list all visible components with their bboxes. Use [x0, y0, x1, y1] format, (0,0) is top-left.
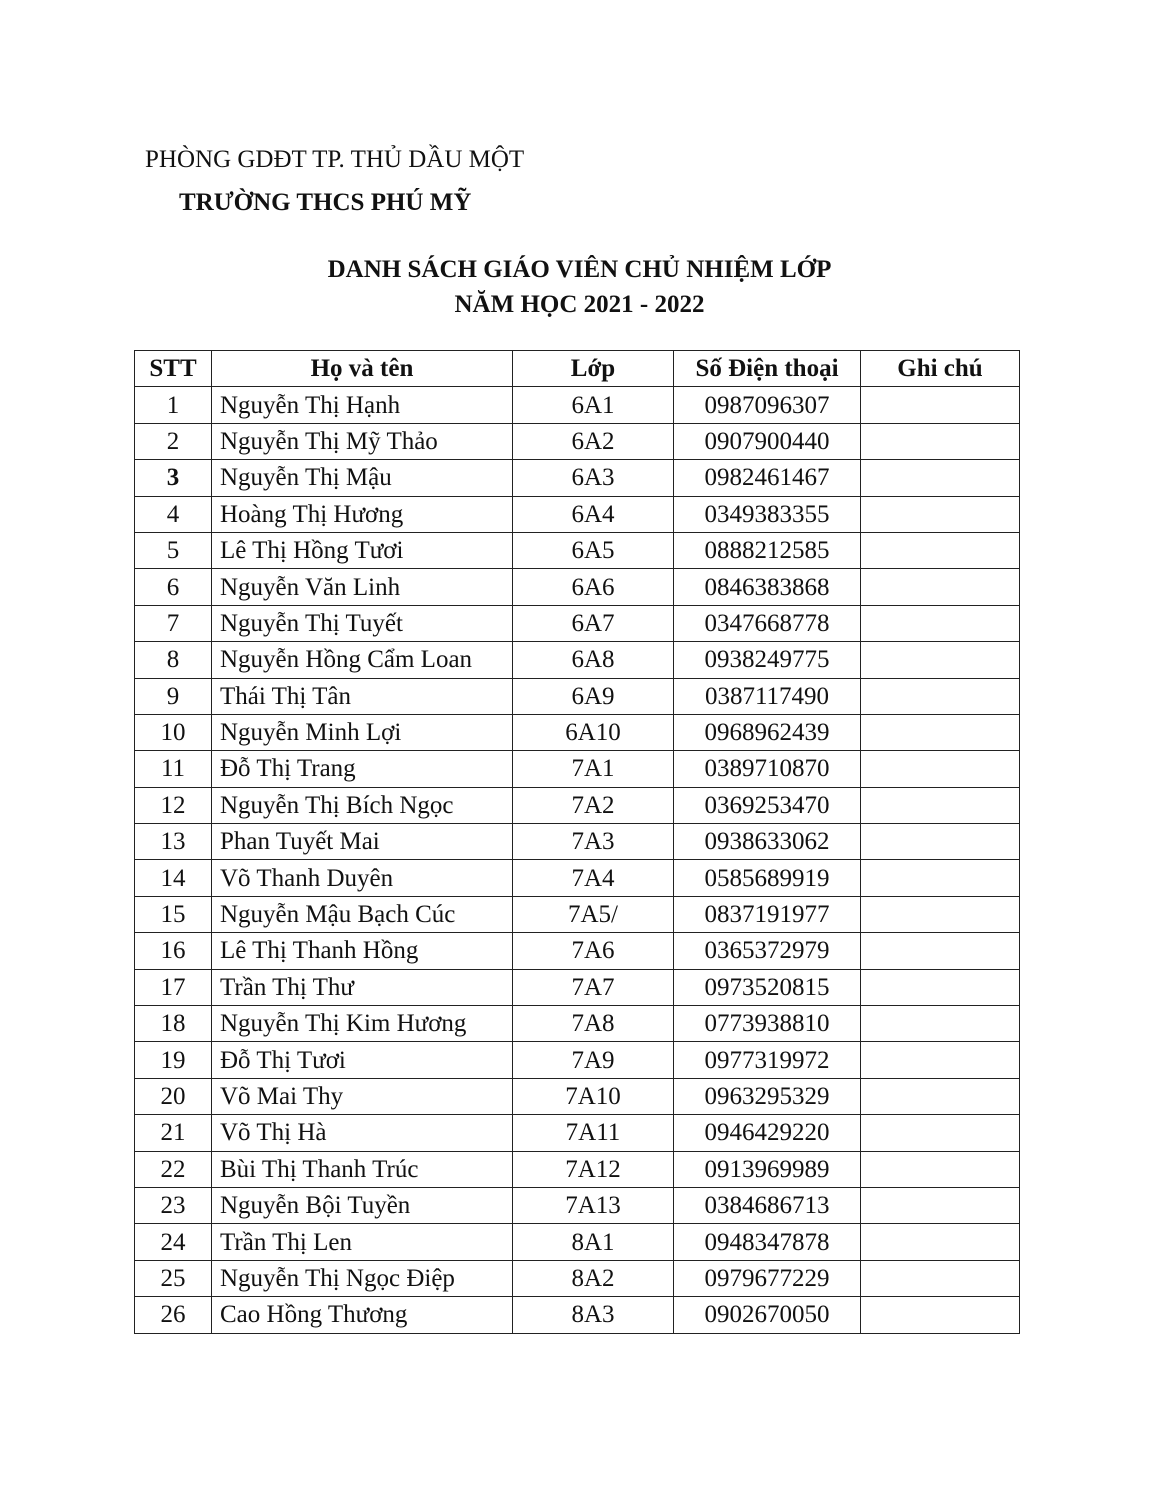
column-header-stt: STT — [135, 351, 212, 387]
table-row — [135, 1078, 1020, 1114]
row-name: Nguyễn Thị Mỹ Thảo — [212, 423, 513, 459]
row-class: 7A6 — [513, 933, 674, 969]
row-phone: 0968962439 — [674, 714, 861, 750]
table-row — [135, 1224, 1020, 1260]
row-note — [861, 642, 1020, 678]
row-name: Trần Thị Thư — [212, 969, 513, 1005]
row-stt: 8 — [135, 642, 212, 678]
row-phone: 0347668778 — [674, 605, 861, 641]
row-name: Võ Thanh Duyên — [212, 860, 513, 896]
row-name: Nguyễn Mậu Bạch Cúc — [212, 896, 513, 932]
row-phone: 0387117490 — [674, 678, 861, 714]
table-row — [135, 496, 1020, 532]
row-class: 6A4 — [513, 496, 674, 532]
row-phone: 0846383868 — [674, 569, 861, 605]
row-phone: 0585689919 — [674, 860, 861, 896]
row-class: 7A5/ — [513, 896, 674, 932]
row-stt: 24 — [135, 1224, 212, 1260]
row-note — [861, 1078, 1020, 1114]
row-stt: 15 — [135, 896, 212, 932]
row-stt: 2 — [135, 423, 212, 459]
row-phone: 0384686713 — [674, 1187, 861, 1223]
row-stt: 12 — [135, 787, 212, 823]
table-row — [135, 1115, 1020, 1151]
row-stt: 14 — [135, 860, 212, 896]
row-stt: 7 — [135, 605, 212, 641]
row-name: Lê Thị Thanh Hồng — [212, 933, 513, 969]
row-phone: 0389710870 — [674, 751, 861, 787]
row-name: Thái Thị Tân — [212, 678, 513, 714]
row-name: Đỗ Thị Trang — [212, 751, 513, 787]
row-name: Trần Thị Len — [212, 1224, 513, 1260]
row-stt: 3 — [135, 460, 212, 496]
row-phone: 0973520815 — [674, 969, 861, 1005]
row-note — [861, 678, 1020, 714]
column-header-name: Họ và tên — [212, 351, 513, 387]
row-name: Nguyễn Hồng Cẩm Loan — [212, 642, 513, 678]
row-phone: 0907900440 — [674, 423, 861, 459]
row-class: 8A1 — [513, 1224, 674, 1260]
row-name: Nguyễn Bội Tuyền — [212, 1187, 513, 1223]
row-note — [861, 751, 1020, 787]
table-row — [135, 1260, 1020, 1296]
row-phone: 0938633062 — [674, 824, 861, 860]
row-class: 7A13 — [513, 1187, 674, 1223]
row-name: Nguyễn Minh Lợi — [212, 714, 513, 750]
row-note — [861, 969, 1020, 1005]
row-class: 7A10 — [513, 1078, 674, 1114]
row-stt: 16 — [135, 933, 212, 969]
row-class: 6A7 — [513, 605, 674, 641]
row-stt: 13 — [135, 824, 212, 860]
row-stt: 19 — [135, 1042, 212, 1078]
row-stt: 23 — [135, 1187, 212, 1223]
row-phone: 0938249775 — [674, 642, 861, 678]
row-note — [861, 532, 1020, 568]
table-row — [135, 751, 1020, 787]
table-row — [135, 969, 1020, 1005]
table-row — [135, 1006, 1020, 1042]
row-phone: 0946429220 — [674, 1115, 861, 1151]
row-name: Đỗ Thị Tươi — [212, 1042, 513, 1078]
row-phone: 0902670050 — [674, 1297, 861, 1333]
department-name: PHÒNG GDĐT TP. THỦ DẦU MỘT — [145, 146, 525, 173]
row-stt: 11 — [135, 751, 212, 787]
row-stt: 6 — [135, 569, 212, 605]
table-row — [135, 714, 1020, 750]
row-stt: 9 — [135, 678, 212, 714]
row-name: Võ Thị Hà — [212, 1115, 513, 1151]
row-phone: 0979677229 — [674, 1260, 861, 1296]
row-class: 6A6 — [513, 569, 674, 605]
column-header-note: Ghi chú — [861, 351, 1020, 387]
row-class: 6A3 — [513, 460, 674, 496]
row-phone: 0837191977 — [674, 896, 861, 932]
table-row — [135, 860, 1020, 896]
row-phone: 0913969989 — [674, 1151, 861, 1187]
table-row — [135, 678, 1020, 714]
row-stt: 22 — [135, 1151, 212, 1187]
row-phone: 0888212585 — [674, 532, 861, 568]
table-row — [135, 387, 1020, 423]
school-year: NĂM HỌC 2021 - 2022 — [454, 291, 705, 318]
row-stt: 17 — [135, 969, 212, 1005]
row-class: 7A12 — [513, 1151, 674, 1187]
table-row — [135, 787, 1020, 823]
row-name: Nguyễn Thị Tuyết — [212, 605, 513, 641]
row-class: 6A5 — [513, 532, 674, 568]
table-row — [135, 605, 1020, 641]
row-name: Nguyễn Thị Mậu — [212, 460, 513, 496]
table-row — [135, 423, 1020, 459]
row-stt: 5 — [135, 532, 212, 568]
row-class: 7A3 — [513, 824, 674, 860]
row-note — [861, 605, 1020, 641]
table-row — [135, 933, 1020, 969]
row-phone: 0365372979 — [674, 933, 861, 969]
row-stt: 1 — [135, 387, 212, 423]
row-name: Lê Thị Hồng Tươi — [212, 532, 513, 568]
row-class: 6A10 — [513, 714, 674, 750]
row-note — [861, 460, 1020, 496]
row-note — [861, 1297, 1020, 1333]
row-class: 7A7 — [513, 969, 674, 1005]
row-note — [861, 787, 1020, 823]
row-stt: 20 — [135, 1078, 212, 1114]
table-row — [135, 642, 1020, 678]
table-row — [135, 532, 1020, 568]
row-class: 8A3 — [513, 1297, 674, 1333]
table-row — [135, 1297, 1020, 1333]
table-row — [135, 824, 1020, 860]
table-header-row — [135, 351, 1020, 387]
column-header-phone: Số Điện thoại — [674, 351, 861, 387]
row-class: 7A8 — [513, 1006, 674, 1042]
row-note — [861, 1006, 1020, 1042]
row-name: Bùi Thị Thanh Trúc — [212, 1151, 513, 1187]
row-stt: 18 — [135, 1006, 212, 1042]
row-phone: 0977319972 — [674, 1042, 861, 1078]
row-stt: 26 — [135, 1297, 212, 1333]
document-title: DANH SÁCH GIÁO VIÊN CHỦ NHIỆM LỚP — [327, 256, 832, 283]
row-phone: 0948347878 — [674, 1224, 861, 1260]
row-name: Nguyễn Thị Ngọc Điệp — [212, 1260, 513, 1296]
row-class: 6A2 — [513, 423, 674, 459]
row-name: Cao Hồng Thương — [212, 1297, 513, 1333]
row-note — [861, 496, 1020, 532]
row-phone: 0982461467 — [674, 460, 861, 496]
row-class: 7A4 — [513, 860, 674, 896]
row-class: 6A9 — [513, 678, 674, 714]
table-row — [135, 569, 1020, 605]
row-class: 7A2 — [513, 787, 674, 823]
column-header-class: Lớp — [513, 351, 674, 387]
row-name: Nguyễn Thị Bích Ngọc — [212, 787, 513, 823]
row-class: 7A11 — [513, 1115, 674, 1151]
row-name: Võ Mai Thy — [212, 1078, 513, 1114]
table-row — [135, 1151, 1020, 1187]
row-class: 6A1 — [513, 387, 674, 423]
row-stt: 4 — [135, 496, 212, 532]
row-name: Hoàng Thị Hương — [212, 496, 513, 532]
row-note — [861, 1151, 1020, 1187]
row-note — [861, 387, 1020, 423]
row-phone: 0773938810 — [674, 1006, 861, 1042]
row-name: Nguyễn Thị Hạnh — [212, 387, 513, 423]
row-phone: 0349383355 — [674, 496, 861, 532]
row-stt: 10 — [135, 714, 212, 750]
row-class: 7A9 — [513, 1042, 674, 1078]
row-phone: 0987096307 — [674, 387, 861, 423]
row-name: Phan Tuyết Mai — [212, 824, 513, 860]
row-note — [861, 1187, 1020, 1223]
row-note — [861, 1224, 1020, 1260]
row-phone: 0369253470 — [674, 787, 861, 823]
teacher-table — [134, 350, 1020, 1334]
row-note — [861, 824, 1020, 860]
row-class: 6A8 — [513, 642, 674, 678]
table-row — [135, 1042, 1020, 1078]
row-note — [861, 1260, 1020, 1296]
row-note — [861, 423, 1020, 459]
row-note — [861, 1115, 1020, 1151]
row-class: 8A2 — [513, 1260, 674, 1296]
table-row — [135, 1187, 1020, 1223]
row-class: 7A1 — [513, 751, 674, 787]
row-note — [861, 860, 1020, 896]
row-name: Nguyễn Thị Kim Hương — [212, 1006, 513, 1042]
table-body — [135, 387, 1020, 1333]
row-note — [861, 714, 1020, 750]
row-stt: 21 — [135, 1115, 212, 1151]
row-name: Nguyễn Văn Linh — [212, 569, 513, 605]
school-name: TRƯỜNG THCS PHÚ MỸ — [179, 189, 472, 216]
table-row — [135, 896, 1020, 932]
row-phone: 0963295329 — [674, 1078, 861, 1114]
row-stt: 25 — [135, 1260, 212, 1296]
row-note — [861, 1042, 1020, 1078]
row-note — [861, 569, 1020, 605]
row-note — [861, 896, 1020, 932]
table-row — [135, 460, 1020, 496]
row-note — [861, 933, 1020, 969]
